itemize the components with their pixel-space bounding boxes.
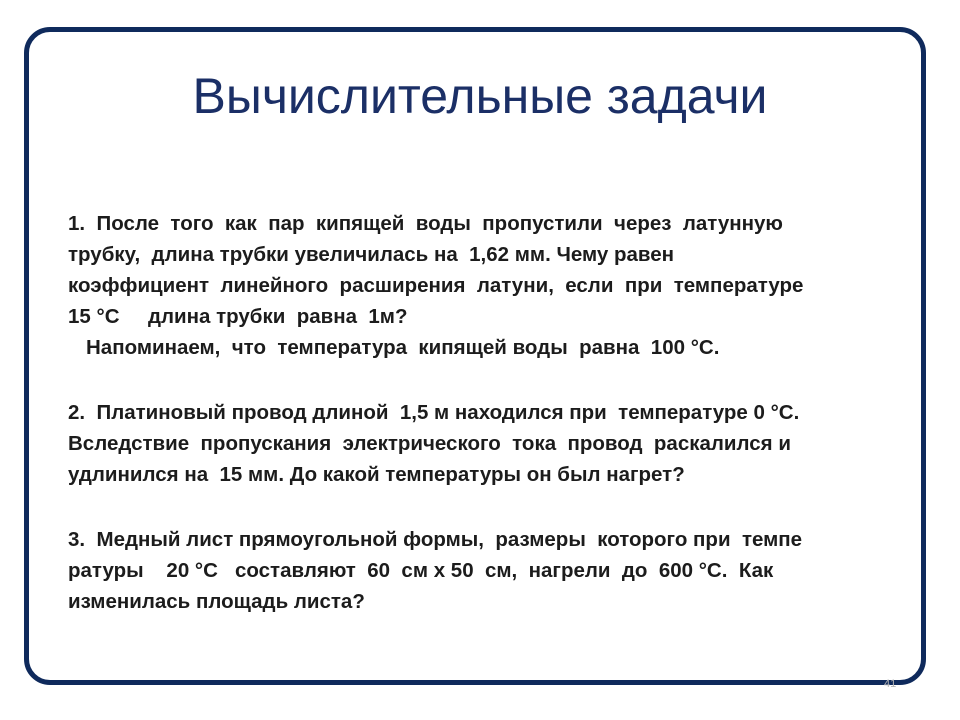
problem-3 bbox=[68, 524, 918, 617]
page-number: 41 bbox=[884, 678, 897, 690]
problems-list bbox=[68, 208, 918, 651]
problem-3-line-3: изменилась площадь листа? bbox=[68, 590, 365, 613]
slide-title: Вычислительные задачи bbox=[192, 68, 768, 124]
problem-2-line-3: удлинился на 15 мм. До какой температуры он был нагрет? bbox=[68, 463, 685, 486]
problem-3-line-1: 3. Медный лист прямоугольной формы, размеры которого при темпе bbox=[68, 528, 803, 551]
problem-2-line-1: 2. Платиновый провод длиной 1,5 м находился при температуре 0 °С. bbox=[68, 401, 800, 424]
problem-1-line-1: 1. После того как пар кипящей воды пропустили через латунную bbox=[68, 212, 783, 235]
problem-1-line-3: коэффициент линейного расширения латуни, если при температуре bbox=[68, 274, 804, 297]
problem-2 bbox=[68, 397, 918, 490]
problem-1 bbox=[68, 208, 918, 363]
problem-1-note: Напоминаем, что температура кипящей воды равна 100 °С. bbox=[86, 336, 720, 359]
problem-1-line-4: 15 °С длина трубки равна 1м? bbox=[68, 305, 408, 328]
problem-1-line-2: трубку, длина трубки увеличилась на 1,62 мм. Чему равен bbox=[68, 243, 675, 266]
problem-3-line-2: ратуры 20 °С составляют 60 см х 50 см, нагрели до 600 °С. Как bbox=[68, 559, 774, 582]
problem-2-line-2: Вследствие пропускания электрического тока провод раскалился и bbox=[68, 432, 791, 455]
